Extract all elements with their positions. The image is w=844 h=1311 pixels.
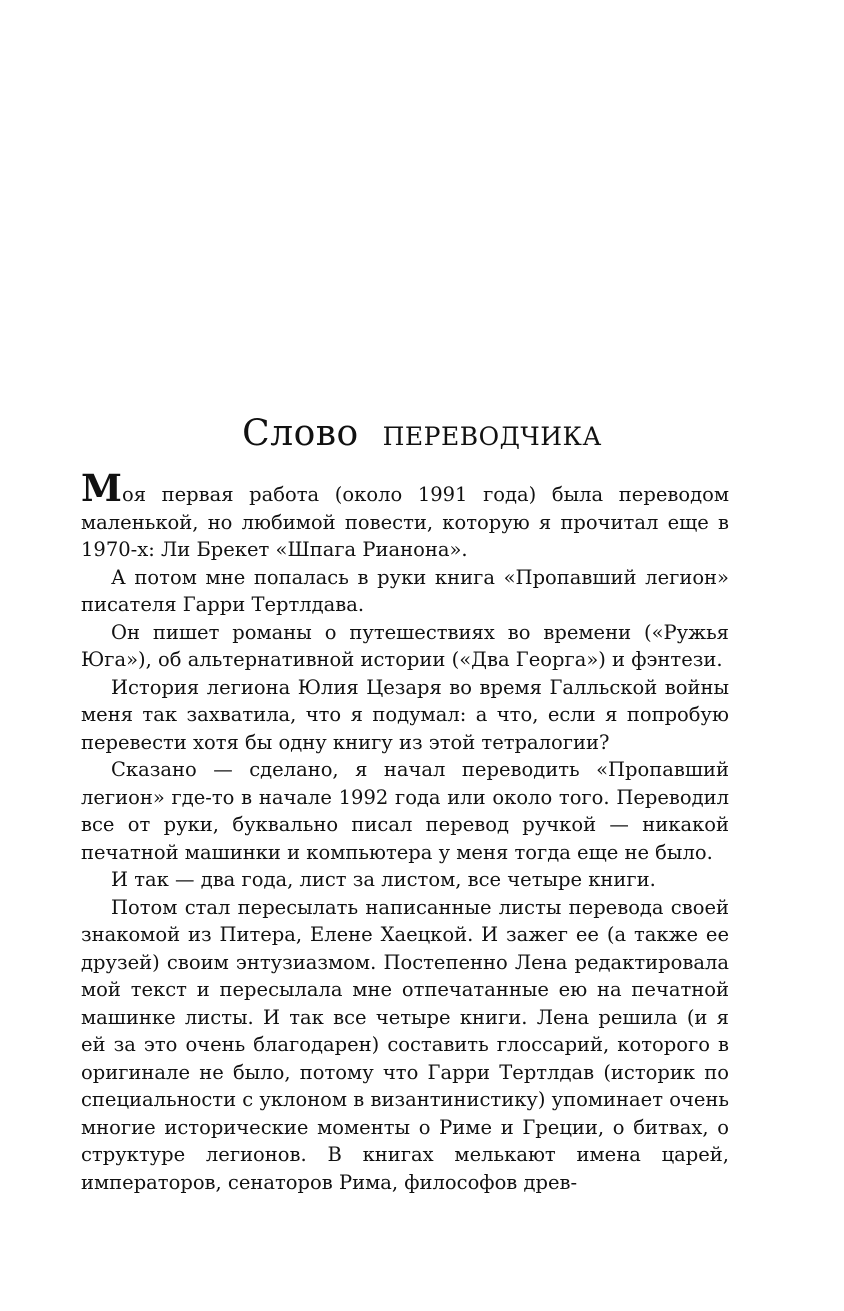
paragraph: И так — два года, лист за листом, все четыре книги. — [111, 868, 656, 891]
chapter-body — [81, 466, 729, 1196]
paragraph: Он пишет романы о путешествиях во времени («Ружья Юга»), об альтернативной истории («Два Георга») и фэнтези. — [81, 620, 729, 671]
drop-cap: М — [81, 466, 122, 510]
chapter-title-word-2: переводчика — [382, 413, 602, 454]
paragraph: А потом мне попалась в руки книга «Пропавший легион» писателя Гарри Тертлдава. — [81, 565, 729, 616]
paragraph: Потом стал пересылать написанные листы перевода своей знакомой из Питера, Елене Хаецкой. И зажег ее (а также ее друзей) своим энтузиазмом. Постепенно Лена редактировала мой текст и пересылала мне отпечатанные ею на печатной машинке листы. И так все четыре книги. Лена решила (и я ей за это очень благодарен) составить глоссарий, которого в оригинале не было, потому что Гарри Тертлдав (историк по специальности с уклоном в византинистику) упоминает очень многие исторические моменты о Риме и Греции, о битвах, о структуре легионов. В книгах мелькают имена царей, императоров, сенаторов Рима, философов древ- — [81, 895, 729, 1194]
paragraph: Сказано — сделано, я начал переводить «Пропавший легион» где-то в начале 1992 года или около того. Переводил все от руки, буквально писал перевод ручкой — никакой печатной машинки и компьютера у меня тогда еще не было. — [81, 758, 729, 864]
first-paragraph — [81, 466, 729, 564]
chapter-title — [0, 408, 844, 460]
paragraph: История легиона Юлия Цезаря во время Галльской войны меня так захватила, что я подумал: а что, если я попробую перевести хотя бы одну книгу из этой тетралогии? — [81, 675, 729, 754]
first-paragraph-text: оя первая работа (около 1991 года) была переводом маленькой, но любимой повести, которую я прочитал еще в 1970-х: Ли Брекет «Шпага Рианона». — [81, 483, 729, 561]
chapter-title-word-1: Слово — [242, 413, 359, 454]
